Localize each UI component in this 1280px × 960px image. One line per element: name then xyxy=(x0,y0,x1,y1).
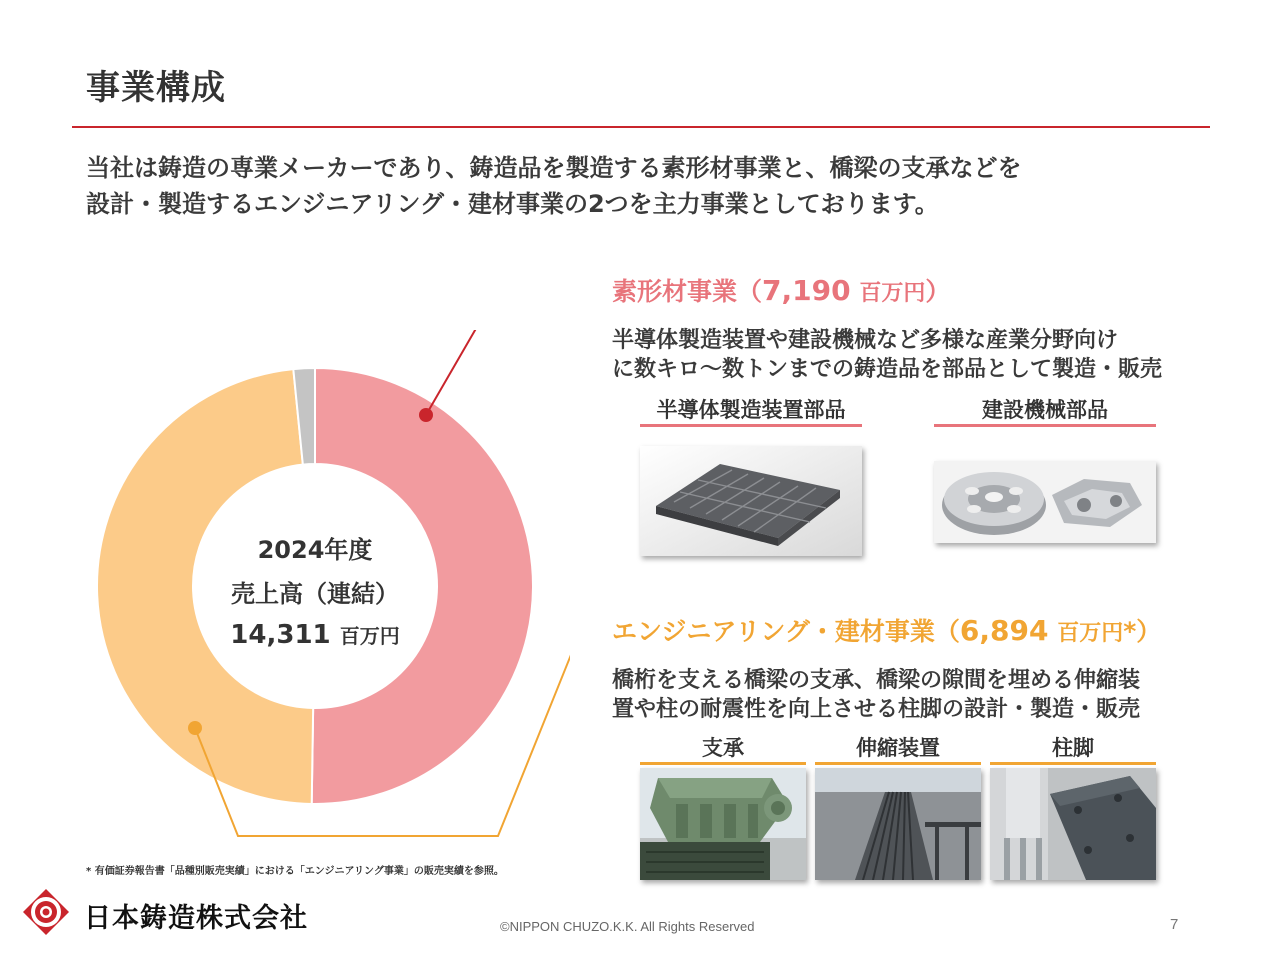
segment1-heading xyxy=(612,272,950,308)
segment1-paren-open: （ xyxy=(737,277,763,306)
product-label-expansion-joint: 伸縮装置 xyxy=(856,736,940,760)
segment2-name: エンジニアリング・建材事業 xyxy=(612,617,935,646)
expansion-joint-photo xyxy=(815,768,981,880)
segment2-description-1: 橋桁を支える橋梁の支承、橋梁の隙間を埋める伸縮装 xyxy=(612,668,1141,693)
intro-line-1: 当社は鋳造の専業メーカーであり、鋳造品を製造する素形材事業と、橋梁の支承などを xyxy=(86,154,1022,182)
segment2-heading xyxy=(612,612,1161,648)
company-logo-icon xyxy=(22,888,70,936)
segment1-description-1: 半導体製造装置や建設機械など多様な産業分野向け xyxy=(612,328,1119,353)
segment1-leader-dot xyxy=(419,408,433,422)
product-rule xyxy=(990,762,1156,765)
semiconductor-part-photo xyxy=(640,446,862,556)
product-label-bearing: 支承 xyxy=(702,736,744,760)
chart-center-fiscal-year: 2024年度 xyxy=(257,536,373,564)
page-title: 事業構成 xyxy=(86,68,226,108)
column-base-photo xyxy=(990,768,1156,880)
segment2-value: 6,894 xyxy=(959,614,1049,647)
product-rule xyxy=(640,762,806,765)
segment1-paren-close: ） xyxy=(925,277,951,306)
footnote: * 有価証券報告書「品種別販売実績」における「エンジニアリング事業」の販売実績を参照。 xyxy=(86,866,504,877)
segment2-paren-open: （ xyxy=(934,617,960,646)
title-divider xyxy=(72,126,1210,128)
product-label-column-base: 柱脚 xyxy=(1052,736,1094,760)
construction-machine-part-photo xyxy=(934,461,1156,543)
total-sales-value: 14,311 xyxy=(230,620,331,650)
company-name: 日本鋳造株式会社 xyxy=(84,903,308,934)
segment1-value: 7,190 xyxy=(762,274,851,307)
page-number: 7 xyxy=(1170,916,1179,933)
segment2-paren-close: ） xyxy=(1136,617,1162,646)
product-rule xyxy=(934,424,1156,427)
segment1-description-2: に数キロ～数トンまでの鋳造品を部品として製造・販売 xyxy=(612,357,1163,382)
intro-line-2: 設計・製造するエンジニアリング・建材事業の2つを主力事業としております。 xyxy=(86,190,939,218)
segment1-name: 素形材事業 xyxy=(612,277,738,306)
segment1-unit: 百万円 xyxy=(859,281,926,306)
total-sales-unit: 百万円 xyxy=(339,624,400,648)
segment1-leader-line xyxy=(426,330,570,415)
product-rule xyxy=(815,762,981,765)
chart-center-label: 売上高（連結） xyxy=(231,580,399,608)
bridge-bearing-photo xyxy=(640,768,806,880)
segment2-description-2: 置や柱の耐震性を向上させる柱脚の設計・製造・販売 xyxy=(612,697,1141,722)
chart-center-total xyxy=(155,620,475,650)
product-label-construction: 建設機械部品 xyxy=(982,398,1108,422)
segment2-unit: 百万円 xyxy=(1057,621,1124,646)
product-label-semiconductor: 半導体製造装置部品 xyxy=(656,398,846,422)
segment2-note-mark: * xyxy=(1123,617,1137,646)
copyright: ©NIPPON CHUZO.K.K. All Rights Reserved xyxy=(500,919,755,934)
product-rule xyxy=(640,424,862,427)
segment2-leader-dot xyxy=(188,721,202,735)
